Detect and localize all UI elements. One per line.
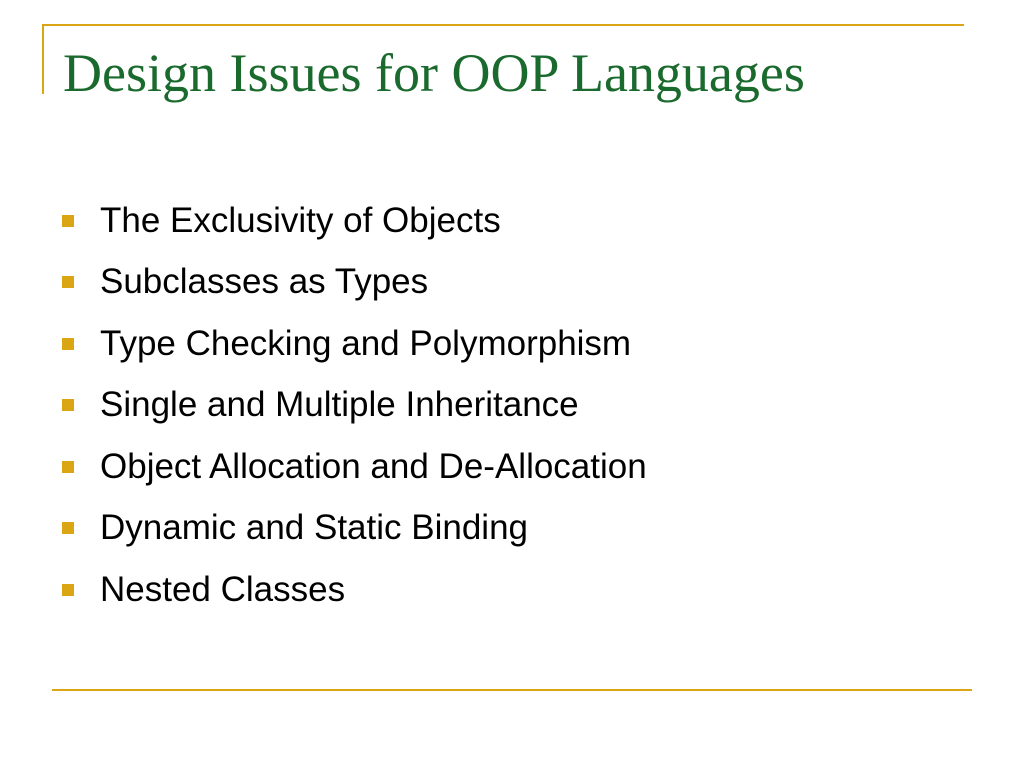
- square-bullet-icon: [62, 276, 74, 288]
- square-bullet-icon: [62, 461, 74, 473]
- square-bullet-icon: [62, 522, 74, 534]
- bullet-item: [62, 559, 647, 621]
- bullet-item: [62, 375, 647, 437]
- bullet-item: [62, 436, 647, 498]
- bullet-item: [62, 498, 647, 560]
- slide-title: Design Issues for OOP Languages: [63, 43, 805, 103]
- bullet-item: [62, 313, 647, 375]
- frame-top-rule: [42, 24, 964, 26]
- bullet-item: [62, 190, 647, 252]
- bullet-list: [62, 190, 647, 621]
- bullet-text: Subclasses as Types: [100, 262, 429, 302]
- frame-left-rule: [42, 24, 44, 94]
- bullet-text: Dynamic and Static Binding: [100, 508, 528, 548]
- bullet-text: Single and Multiple Inheritance: [100, 385, 579, 425]
- bullet-text: The Exclusivity of Objects: [100, 200, 501, 240]
- square-bullet-icon: [62, 215, 74, 227]
- square-bullet-icon: [62, 584, 74, 596]
- frame-bottom-rule: [52, 689, 972, 691]
- square-bullet-icon: [62, 399, 74, 411]
- bullet-item: [62, 252, 647, 314]
- bullet-text: Object Allocation and De-Allocation: [100, 446, 647, 486]
- square-bullet-icon: [62, 338, 74, 350]
- bullet-text: Type Checking and Polymorphism: [100, 323, 632, 363]
- bullet-text: Nested Classes: [100, 569, 346, 609]
